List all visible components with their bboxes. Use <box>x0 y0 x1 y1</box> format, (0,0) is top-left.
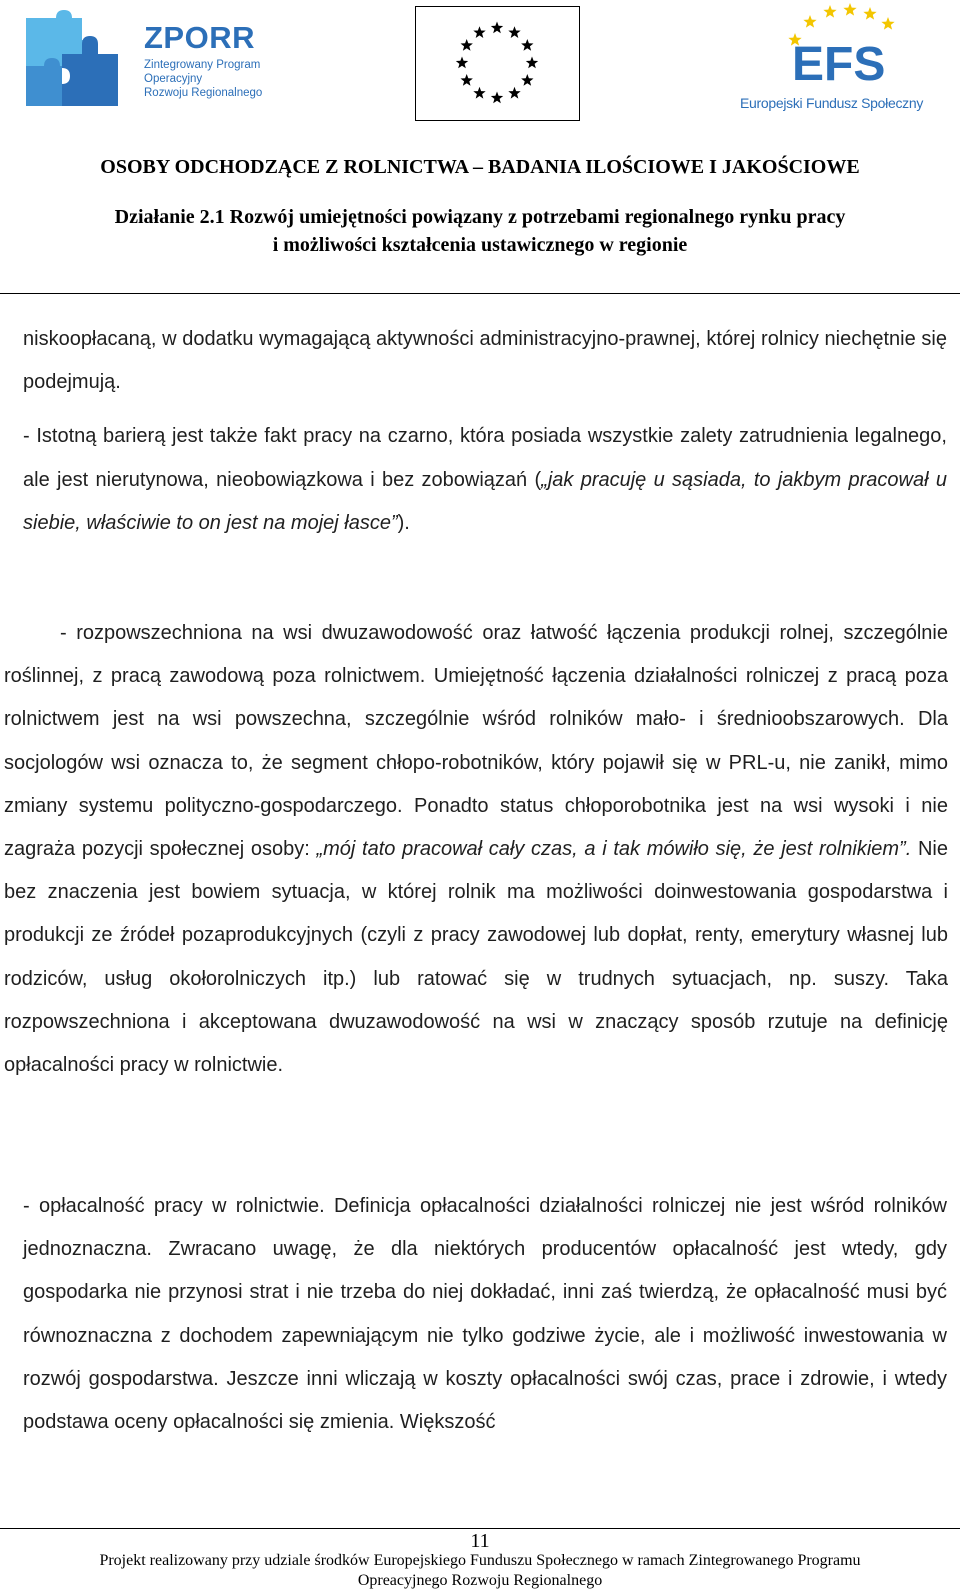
eu-star-icon <box>461 39 473 51</box>
header-divider <box>0 293 960 294</box>
eu-stars-icon <box>416 7 579 120</box>
paragraph-text: - rozpowszechniona na wsi dwuzawodowość oraz łatwość łączenia produkcji rolnej, szczególnie roślinnej, z pracą zawodową poza rolnictwem. Umiejętność łączenia działalności rolniczej z pracą poza rolnictwem jest na wsi powszechna, szczególnie wśród rolników mało- i średnioobszarowych. Dla socjologów wsi oznacza to, że segment chłopo-robotników, który pojawił się w PRL-u, nie zanikł, mimo zmiany systemu polityczno-gospodarczego. Ponadto status chłoporobotnika jest na wsi wysoki i nie zagraża pozycji społecznej osoby: <box>4 622 948 861</box>
puzzle-logo-icon <box>22 10 120 110</box>
eu-star-icon <box>473 26 485 38</box>
eu-star-icon <box>473 87 485 99</box>
efs-name: Europejski Fundusz Społeczny <box>740 95 924 111</box>
eu-star-icon <box>461 74 473 86</box>
efs-star-icon <box>803 15 816 28</box>
efs-logo-icon <box>740 0 940 95</box>
efs-star-icon <box>823 5 836 18</box>
paragraph-quote: „mój tato pracował cały czas, a i tak mówiło się, że jest rolnikiem”. <box>316 838 912 861</box>
efs-star-icon <box>843 3 856 16</box>
zporr-subtitle-line: Zintegrowany Program <box>144 59 261 71</box>
zporr-subtitle-line: Rozwoju Regionalnego <box>144 87 263 99</box>
efs-letters: EFS <box>792 38 886 91</box>
efs-star-icon <box>863 7 876 20</box>
page-number: 11 <box>470 1530 490 1552</box>
eu-star-icon <box>456 57 468 69</box>
subtitle-line-2: i możliwości kształcenia ustawicznego w regionie <box>272 234 688 256</box>
footer-line-1: Projekt realizowany przy udziale środków Europejskiego Funduszu Społecznego w ramach Zintegrowanego Programu <box>99 1552 861 1569</box>
zporr-subtitle <box>144 58 294 100</box>
document-title: OSOBY ODCHODZĄCE Z ROLNICTWA – BADANIA ILOŚCIOWE I JAKOŚCIOWE <box>100 156 860 178</box>
eu-star-icon <box>521 74 533 86</box>
eu-star-icon <box>491 92 503 104</box>
paragraph-continuation: niskoopłacaną, w dodatku wymagającą aktywności administracyjno-prawnej, której rolnicy niechętnie się podejmują. <box>23 328 947 393</box>
paragraph-quote: „jak pracuję u sąsiada, to jakbym pracował u siebie, właściwie to on jest na mojej łasce” <box>23 468 947 534</box>
footer-divider <box>0 1528 960 1529</box>
paragraph-profitability: - opłacalność pracy w rolnictwie. Definicja opłacalności działalności rolniczej nie jest wśród rolników jednoznaczna. Zwracano uwagę, że dla niektórych producentów opłacalność jest wtedy, gdy gospodarka nie przynosi strat i nie trzeba do niej dokładać, inni zaś twierdzą, że opłacalność musi być równoznaczna z dochodem zapewniającym nie tylko godziwe życie, ale i możliwość inwestowania w rozwój gospodarstwa. Jeszcze inni wliczają w koszty opłacalności swój czas, prace i zdrowie, i wtedy podstawa oceny opłacalności się zmienia. Większość <box>23 1195 947 1434</box>
efs-logo <box>740 0 940 120</box>
footer-note <box>0 1551 960 1591</box>
zporr-logo <box>22 10 272 110</box>
zporr-subtitle-line: Operacyjny <box>144 73 203 85</box>
eu-flag-icon <box>415 6 580 121</box>
eu-star-icon <box>521 39 533 51</box>
eu-star-icon <box>526 57 538 69</box>
zporr-name: ZPORR <box>144 20 255 55</box>
paragraph-text: ). <box>397 512 410 534</box>
eu-star-icon <box>491 22 503 34</box>
document-header <box>0 150 960 259</box>
eu-star-icon <box>508 26 520 38</box>
efs-star-icon <box>881 17 894 30</box>
paragraph-dual-occupation <box>4 612 948 1087</box>
document-subtitle <box>0 203 960 259</box>
subtitle-line-1: Działanie 2.1 Rozwój umiejętności powiązany z potrzebami regionalnego rynku pracy <box>114 206 846 228</box>
paragraph-text: Nie bez znaczenia jest bowiem sytuacja, w której rolnik ma możliwości doinwestowania gospodarstwa i produkcji ze źródeł pozaprodukcyjnych (czyli z pracy zawodowej lub dopłat, renty, emerytury własnej lub rodziców, usług okołorolniczych itp.) lub ratować się w trudnych sytuacjach, np. suszy. Taka rozpowszechniona i akceptowana dwuzawodowość na wsi w znaczący sposób rzutuje na definicję opłacalności pracy w rolnictwie. <box>4 838 948 1077</box>
paragraph-black-market <box>23 415 947 546</box>
footer-line-2: Opreacyjnego Rozwoju Regionalnego <box>357 1572 603 1589</box>
eu-star-icon <box>508 87 520 99</box>
paragraph-text: - Istotną barierą jest także fakt pracy na czarno, która posiada wszystkie zalety zatrudnienia legalnego, ale jest nierutynowa, nieobowiązkowa i bez zobowiązań ( <box>23 425 947 491</box>
header-logos <box>0 0 960 125</box>
